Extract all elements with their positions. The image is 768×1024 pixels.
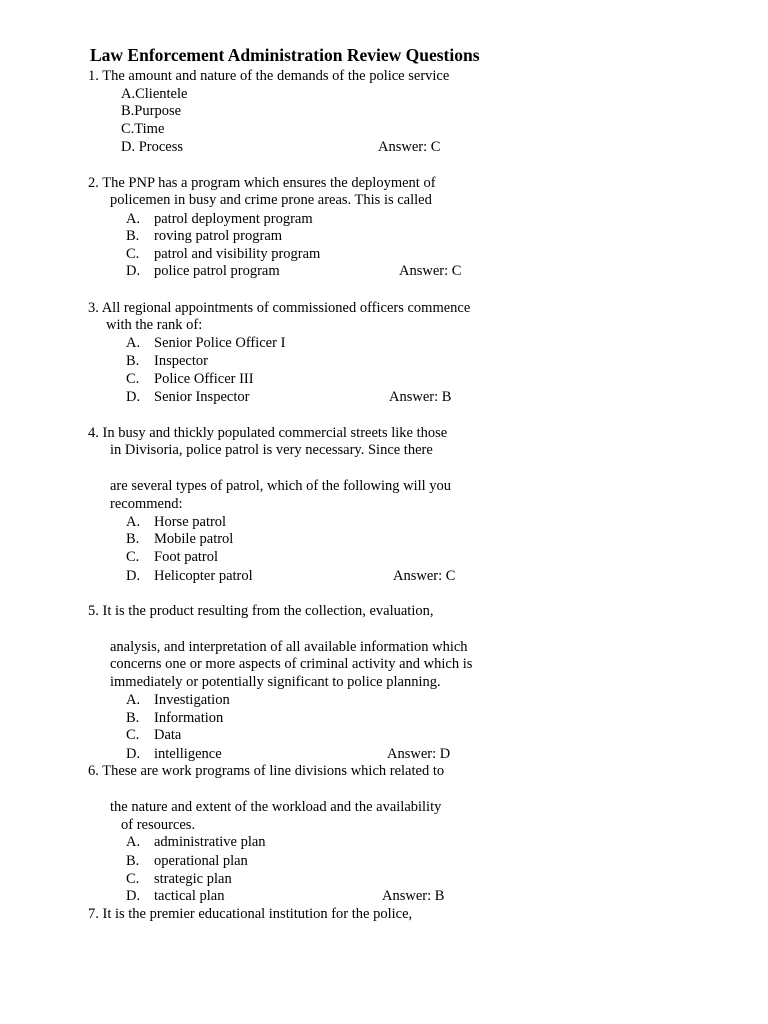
option-text: patrol and visibility program	[154, 246, 321, 262]
option-text: Horse patrol	[154, 514, 227, 530]
option-text: Senior Inspector	[154, 389, 250, 405]
question-1-option-a: A.Clientele	[121, 86, 188, 102]
question-4-stem-line-3: are several types of patrol, which of the following will you	[110, 478, 452, 494]
question-7-stem-line-1: 7. It is the premier educational institution for the police,	[88, 906, 413, 922]
option-text: Foot patrol	[154, 549, 219, 565]
question-1-stem: 1. The amount and nature of the demands of the police service	[88, 68, 450, 84]
question-4-stem-line-1: 4. In busy and thickly populated commercial streets like those	[88, 425, 448, 441]
option-letter: D.	[126, 263, 141, 279]
question-3-stem-line-1: 3. All regional appointments of commissioned officers commence	[88, 300, 471, 316]
question-5-option-a	[126, 691, 230, 709]
option-letter: B.	[126, 710, 140, 726]
option-letter: C.	[126, 549, 140, 565]
option-letter: A.	[126, 834, 141, 850]
option-letter: C.	[126, 371, 140, 387]
question-4-option-d	[126, 567, 253, 585]
question-3-option-d	[126, 388, 249, 406]
option-text: Helicopter patrol	[154, 568, 253, 584]
question-4-stem-line-2: in Divisoria, police patrol is very necessary. Since there	[110, 442, 433, 458]
question-6-stem-line-1: 6. These are work programs of line divisions which related to	[88, 763, 445, 779]
question-2-option-c	[126, 245, 320, 263]
question-3-stem-line-2: with the rank of:	[106, 317, 203, 333]
question-6-option-d	[126, 887, 224, 905]
question-2-option-b	[126, 227, 282, 245]
option-letter: C.	[126, 871, 140, 887]
option-letter: A.	[126, 514, 141, 530]
question-5-option-d	[126, 745, 222, 763]
question-3-option-c	[126, 370, 254, 388]
question-3-option-a	[126, 334, 285, 352]
option-letter: A.	[126, 335, 141, 351]
option-text: operational plan	[154, 853, 248, 869]
option-text: tactical plan	[154, 888, 225, 904]
question-6-answer: Answer: B	[382, 888, 445, 904]
question-1-option-d: D. Process	[121, 139, 184, 155]
question-2-stem-line-1: 2. The PNP has a program which ensures the deployment of	[88, 175, 436, 191]
option-letter: B.	[126, 531, 140, 547]
option-text: roving patrol program	[154, 228, 283, 244]
option-letter: D.	[126, 746, 141, 762]
option-letter: D.	[126, 888, 141, 904]
question-4-option-c	[126, 548, 218, 566]
question-2-option-a	[126, 210, 313, 228]
option-text: Mobile patrol	[154, 531, 234, 547]
question-4-option-a	[126, 513, 226, 531]
option-text: police patrol program	[154, 263, 280, 279]
question-5-answer: Answer: D	[387, 746, 451, 762]
question-5-stem-line-1: 5. It is the product resulting from the collection, evaluation,	[88, 603, 434, 619]
question-3-option-b	[126, 352, 208, 370]
option-text: Data	[154, 727, 182, 743]
question-4-answer: Answer: C	[393, 568, 456, 584]
question-5-stem-line-3: concerns one or more aspects of criminal activity and which is	[110, 656, 473, 672]
question-1-option-c: C.Time	[121, 121, 165, 137]
question-5-stem-line-2: analysis, and interpretation of all available information which	[110, 639, 468, 655]
option-letter: A.	[126, 211, 141, 227]
option-text: strategic plan	[154, 871, 232, 887]
question-6-stem-line-2: the nature and extent of the workload and the availability	[110, 799, 442, 815]
option-text: Inspector	[154, 353, 208, 369]
page-title: Law Enforcement Administration Review Questions	[90, 45, 480, 65]
option-letter: B.	[126, 853, 140, 869]
question-6-option-c	[126, 870, 232, 888]
question-4-option-b	[126, 530, 233, 548]
question-2-stem-line-2: policemen in busy and crime prone areas. This is called	[110, 192, 432, 208]
option-letter: A.	[126, 692, 141, 708]
question-2-answer: Answer: C	[399, 263, 462, 279]
option-letter: C.	[126, 246, 140, 262]
question-5-stem-line-4: immediately or potentially significant to police planning.	[110, 674, 441, 690]
question-2-option-d	[126, 262, 280, 280]
question-6-stem-line-3: of resources.	[121, 817, 196, 833]
option-letter: B.	[126, 228, 140, 244]
question-1-answer: Answer: C	[378, 139, 441, 155]
option-text: Information	[154, 710, 224, 726]
option-text: administrative plan	[154, 834, 266, 850]
option-text: intelligence	[154, 746, 222, 762]
question-5-option-b	[126, 709, 223, 727]
question-1-option-b: B.Purpose	[121, 103, 182, 119]
option-text: Senior Police Officer I	[154, 335, 286, 351]
option-text: patrol deployment program	[154, 211, 313, 227]
question-4-stem-line-4: recommend:	[110, 496, 183, 512]
question-5-option-c	[126, 726, 181, 744]
option-letter: D.	[126, 389, 141, 405]
option-text: Investigation	[154, 692, 230, 708]
question-6-option-b	[126, 852, 248, 870]
question-3-answer: Answer: B	[389, 389, 452, 405]
option-text: Police Officer III	[154, 371, 254, 387]
option-letter: C.	[126, 727, 140, 743]
question-6-option-a	[126, 833, 266, 851]
option-letter: B.	[126, 353, 140, 369]
option-letter: D.	[126, 568, 141, 584]
